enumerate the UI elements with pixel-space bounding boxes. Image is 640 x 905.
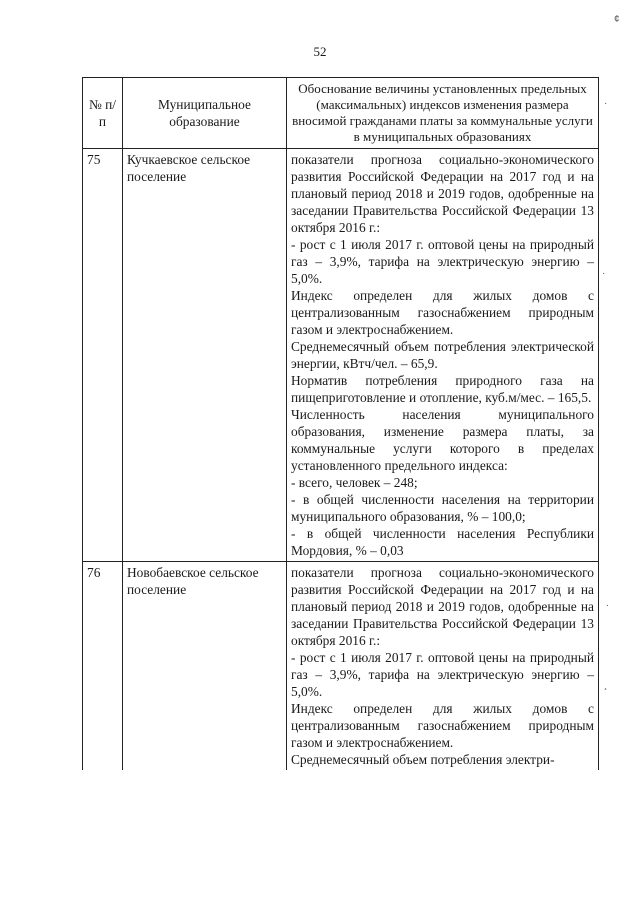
justification-paragraph: - всего, человек – 248; xyxy=(291,475,418,490)
row-number: 75 xyxy=(83,149,123,562)
justification-cell xyxy=(287,149,599,562)
justification-paragraph: Индекс определен для жилых домов с централизованным газоснабжением природным газом и электроснабжением. xyxy=(291,288,594,337)
justification-paragraph: Норматив потребления природного газа на пищеприготовление и отопление, куб.м/мес. – 165,5. xyxy=(291,373,594,405)
margin-mark: · xyxy=(604,98,608,109)
justification-paragraph: Среднемесячный объем потребления электри- xyxy=(291,752,555,767)
justification-paragraph: - в общей численности населения на территории муниципального образования, % – 100,0; xyxy=(291,492,594,524)
table-header-row xyxy=(83,78,599,149)
header-justification: Обоснование величины установленных предельных (максимальных) индексов изменения размера вносимой гражданами платы за коммунальные услуги в муниципальных образованиях xyxy=(287,78,599,149)
margin-mark: ¸ xyxy=(604,680,608,691)
justification-paragraph: Численность населения муниципального образования, изменение размера платы, за коммунальные услуги которого в пределах установленного предельного индекса: xyxy=(291,407,594,473)
justification-paragraph: - рост с 1 июля 2017 г. оптовой цены на природный газ – 3,9%, тарифа на электрическую энергию – 5,0%. xyxy=(291,237,594,286)
municipality-name: Новобаевское сельское поселение xyxy=(123,562,287,771)
header-number: № п/п xyxy=(83,78,123,149)
margin-mark: . xyxy=(606,598,609,609)
table-row xyxy=(83,562,599,771)
justification-paragraph: показатели прогноза социально-экономического развития Российской Федерации на 2017 год и на плановый период 2018 и 2019 годов, одобренные на заседании Правительства Российской Федерации 13 октября 2016 г.: xyxy=(291,565,594,648)
header-municipality: Муниципальное образование xyxy=(123,78,287,149)
justification-paragraph: - рост с 1 июля 2017 г. оптовой цены на природный газ – 3,9%, тарифа на электрическую энергию – 5,0%. xyxy=(291,650,594,699)
justification-paragraph: - в общей численности населения Республики Мордовия, % – 0,03 xyxy=(291,526,594,558)
tariff-index-table xyxy=(82,77,599,770)
justification-cell xyxy=(287,562,599,771)
row-number: 76 xyxy=(83,562,123,771)
page-number: 52 xyxy=(313,44,327,59)
municipality-name: Кучкаевское сельское поселение xyxy=(123,149,287,562)
margin-mark: ¢ xyxy=(614,14,620,25)
table-row xyxy=(83,149,599,562)
justification-paragraph: Индекс определен для жилых домов с централизованным газоснабжением природным газом и электроснабжением. xyxy=(291,701,594,750)
justification-paragraph: показатели прогноза социально-экономического развития Российской Федерации на 2017 год и на плановый период 2018 и 2019 годов, одобренные на заседании Правительства Российской Федерации 13 октября 2016 г.: xyxy=(291,152,594,235)
justification-paragraph: Среднемесячный объем потребления электрической энергии, кВтч/чел. – 65,9. xyxy=(291,339,594,371)
margin-mark: · xyxy=(602,268,606,279)
